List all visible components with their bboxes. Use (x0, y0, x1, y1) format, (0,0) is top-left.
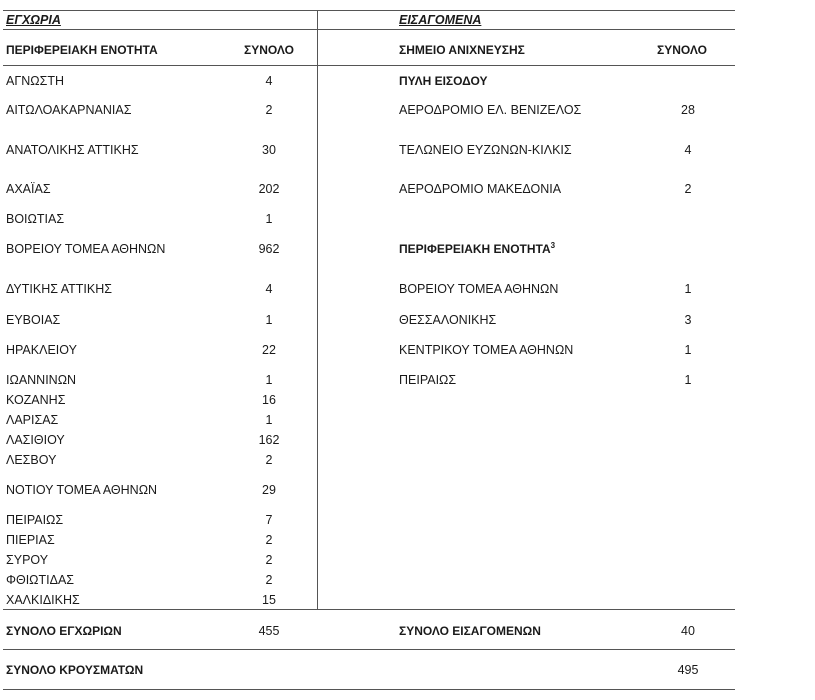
region-total: 4 (265, 282, 273, 296)
region-total: 1 (265, 313, 273, 327)
region-total: 1 (265, 413, 273, 427)
region-total: 2 (265, 533, 273, 547)
detection-point-total: 1 (684, 282, 692, 296)
rule-under-column-headers (3, 65, 735, 66)
gate-heading: ΠΥΛΗ ΕΙΣΟΔΟΥ (399, 74, 488, 88)
domestic-total-label: ΣΥΝΟΛΟ ΕΓΧΩΡΙΩΝ (6, 624, 122, 638)
region-total: 2 (265, 553, 273, 567)
detection-point-name: ΠΕΙΡΑΙΩΣ (399, 373, 457, 387)
detection-point-name: ΑΕΡΟΔΡΟΜΙΟ ΕΛ. ΒΕΝΙΖΕΛΟΣ (399, 103, 582, 117)
region-name: ΒΟΙΩΤΙΑΣ (6, 212, 65, 226)
region-total: 29 (262, 483, 276, 497)
region-total: 22 (262, 343, 276, 357)
rule-above-grand-total (3, 649, 735, 650)
rule-bottom (3, 689, 735, 690)
domestic-total-value: 455 (258, 624, 280, 638)
region-name: ΑΧΑΪΑΣ (6, 182, 51, 196)
region-name: ΦΘΙΩΤΙΔΑΣ (6, 573, 75, 587)
region-name: ΙΩΑΝΝΙΝΩΝ (6, 373, 77, 387)
detection-point-total: 4 (684, 143, 692, 157)
region-name: ΗΡΑΚΛΕΙΟΥ (6, 343, 77, 357)
region-name: ΑΝΑΤΟΛΙΚΗΣ ΑΤΤΙΚΗΣ (6, 143, 139, 157)
imported-total-value: 40 (681, 624, 695, 638)
region-name: ΚΟΖΑΝΗΣ (6, 393, 66, 407)
region-name: ΛΕΣΒΟΥ (6, 453, 57, 467)
rule-under-section-titles (3, 29, 735, 30)
detection-point-total: 2 (684, 182, 692, 196)
region-total: 4 (265, 74, 273, 88)
region-name: ΔΥΤΙΚΗΣ ΑΤΤΙΚΗΣ (6, 282, 112, 296)
col-header-total-right: ΣΥΝΟΛΟ (657, 43, 707, 57)
detection-point-total: 1 (684, 343, 692, 357)
region-name: ΠΙΕΡΙΑΣ (6, 533, 55, 547)
region-name: ΑΙΤΩΛΟΑΚΑΡΝΑΝΙΑΣ (6, 103, 132, 117)
region-total: 2 (265, 103, 273, 117)
detection-point-name: ΚΕΝΤΡΙΚΟΥ ΤΟΜΕΑ ΑΘΗΝΩΝ (399, 343, 574, 357)
rule-above-totals (3, 609, 735, 610)
region-total: 962 (258, 242, 280, 256)
col-header-region: ΠΕΡΙΦΕΡΕΙΑΚΗ ΕΝΟΤΗΤΑ (6, 43, 158, 57)
region-name: ΛΑΡΙΣΑΣ (6, 413, 59, 427)
region-total: 202 (258, 182, 280, 196)
rule-top (3, 10, 735, 11)
region-total: 15 (262, 593, 276, 607)
region-total: 16 (262, 393, 276, 407)
region-name: ΕΥΒΟΙΑΣ (6, 313, 61, 327)
region-heading (399, 242, 555, 256)
detection-point-total: 28 (681, 103, 695, 117)
col-header-detection-point: ΣΗΜΕΙΟ ΑΝΙΧΝΕΥΣΗΣ (399, 43, 525, 57)
col-header-total-left: ΣΥΝΟΛΟ (244, 43, 294, 57)
column-divider (317, 10, 318, 610)
region-name: ΛΑΣΙΘΙΟΥ (6, 433, 65, 447)
detection-point-name: ΘΕΣΣΑΛΟΝΙΚΗΣ (399, 313, 497, 327)
section-title-imported: ΕΙΣΑΓΟΜΕΝΑ (399, 13, 482, 27)
region-name: ΝΟΤΙΟΥ ΤΟΜΕΑ ΑΘΗΝΩΝ (6, 483, 158, 497)
footnote-marker: 3 (550, 241, 556, 250)
region-name: ΠΕΙΡΑΙΩΣ (6, 513, 64, 527)
region-name: ΣΥΡΟΥ (6, 553, 49, 567)
detection-point-name: ΤΕΛΩΝΕΙΟ ΕΥΖΩΝΩΝ-ΚΙΛΚΙΣ (399, 143, 572, 157)
region-total: 7 (265, 513, 273, 527)
region-name: ΑΓΝΩΣΤΗ (6, 74, 64, 88)
region-heading-text: ΠΕΡΙΦΕΡΕΙΑΚΗ ΕΝΟΤΗΤΑ (399, 242, 551, 256)
detection-point-name: ΑΕΡΟΔΡΟΜΙΟ ΜΑΚΕΔΟΝΙΑ (399, 182, 562, 196)
region-name: ΒΟΡΕΙΟΥ ΤΟΜΕΑ ΑΘΗΝΩΝ (6, 242, 166, 256)
region-total: 1 (265, 212, 273, 226)
detection-point-name: ΒΟΡΕΙΟΥ ΤΟΜΕΑ ΑΘΗΝΩΝ (399, 282, 559, 296)
region-total: 30 (262, 143, 276, 157)
region-total: 2 (265, 453, 273, 467)
region-total: 2 (265, 573, 273, 587)
detection-point-total: 1 (684, 373, 692, 387)
imported-total-label: ΣΥΝΟΛΟ ΕΙΣΑΓΟΜΕΝΩΝ (399, 624, 541, 638)
section-title-domestic: ΕΓΧΩΡΙΑ (6, 13, 61, 27)
grand-total-label: ΣΥΝΟΛΟ ΚΡΟΥΣΜΑΤΩΝ (6, 663, 144, 677)
region-total: 162 (258, 433, 280, 447)
region-name: ΧΑΛΚΙΔΙΚΗΣ (6, 593, 80, 607)
detection-point-total: 3 (684, 313, 692, 327)
region-total: 1 (265, 373, 273, 387)
grand-total-value: 495 (677, 663, 699, 677)
